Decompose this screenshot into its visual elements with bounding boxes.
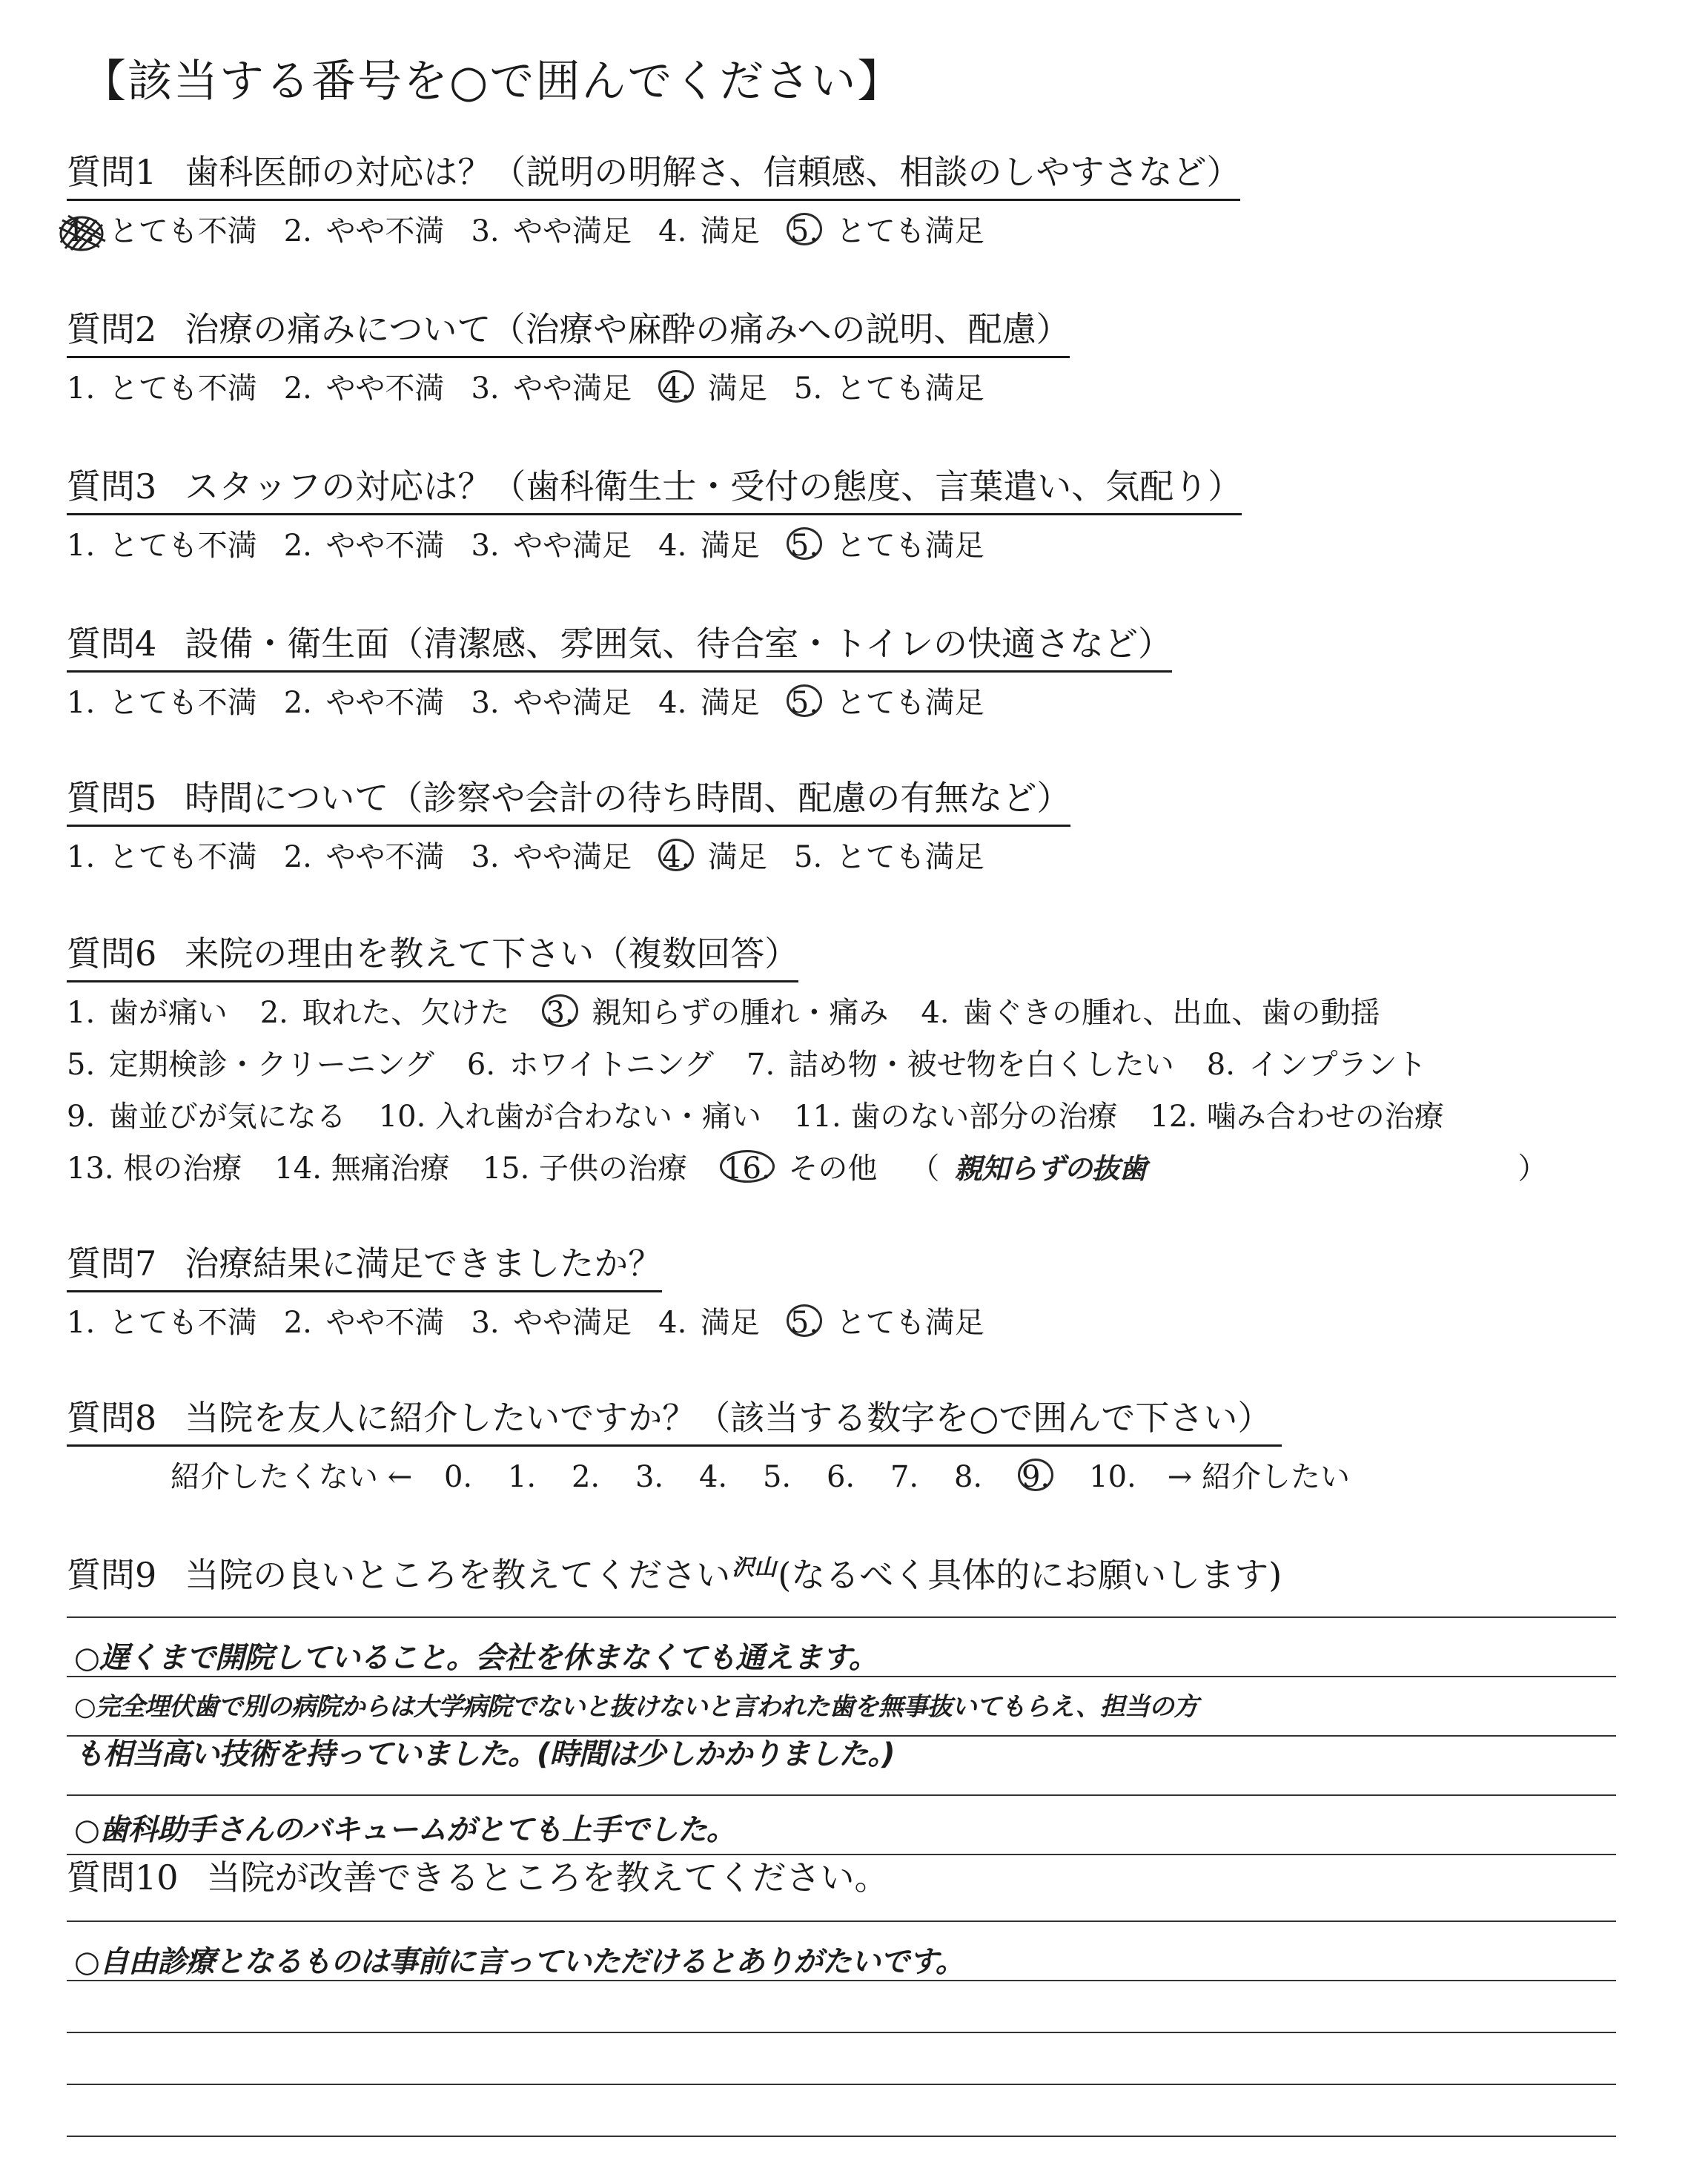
option-number: 4. xyxy=(658,529,687,563)
question-1 xyxy=(67,148,1653,254)
option-label: とても不満 xyxy=(108,686,257,720)
option-label: インプラント xyxy=(1248,1048,1427,1082)
answer-options xyxy=(67,680,1653,726)
answer-options xyxy=(67,523,1653,569)
answer-options xyxy=(67,1300,1653,1346)
options-row xyxy=(67,1091,1653,1143)
question-title xyxy=(67,774,1070,827)
ruled-line xyxy=(67,1616,1616,1618)
handwritten-answer: ○歯科助手さんのバキュームがとても上手でした。 xyxy=(74,1813,735,1847)
reason-option[interactable] xyxy=(483,1143,687,1195)
option-2[interactable] xyxy=(284,523,445,569)
option-number: 2. xyxy=(259,996,288,1030)
option-5[interactable] xyxy=(794,366,984,412)
recommend-scale xyxy=(67,1454,1653,1500)
page-title: 【該当する番号を○で囲んでください】 xyxy=(82,56,904,108)
option-label: とても不満 xyxy=(108,529,257,563)
reason-option[interactable] xyxy=(67,1039,434,1091)
scale-left-label: 紹介したくない ← xyxy=(171,1460,413,1494)
ruled-line xyxy=(67,2136,1616,2137)
option-label: 歯が痛い xyxy=(108,996,228,1030)
option-2[interactable] xyxy=(284,208,445,254)
option-5[interactable] xyxy=(787,1300,984,1346)
scale-right-label: → 紹介したい xyxy=(1167,1460,1350,1494)
options-row xyxy=(67,1039,1653,1091)
q9-answer-area xyxy=(67,1609,1616,1883)
question-number: 質問8 xyxy=(67,1398,157,1438)
scale-option-9[interactable] xyxy=(1018,1454,1058,1500)
option-label: やや不満 xyxy=(325,1306,445,1340)
option-label: やや満足 xyxy=(513,214,632,248)
question-2 xyxy=(67,305,1653,412)
option-label: とても満足 xyxy=(835,214,984,248)
ruled-line xyxy=(67,1920,1616,1922)
question-title xyxy=(67,1854,889,1904)
option-label: 無痛治療 xyxy=(331,1152,450,1186)
question-number: 質問4 xyxy=(67,624,157,664)
option-2[interactable] xyxy=(284,834,445,880)
option-label: ホワイトニング xyxy=(509,1048,715,1082)
reason-option[interactable] xyxy=(67,987,228,1039)
option-number: 1. xyxy=(67,1306,96,1340)
reason-options xyxy=(67,987,1653,1195)
option-label: その他 xyxy=(788,1152,878,1186)
option-1[interactable] xyxy=(67,523,257,569)
option-number: 4. xyxy=(658,686,687,720)
option-4[interactable] xyxy=(658,680,760,726)
ruled-line xyxy=(67,2084,1616,2085)
option-number: 5. xyxy=(787,213,822,245)
question-5 xyxy=(67,774,1653,880)
options-row xyxy=(67,1143,1653,1195)
question-3 xyxy=(67,463,1653,569)
option-number: 8. xyxy=(953,1460,983,1494)
option-number: 3. xyxy=(471,840,500,874)
question-number: 質問3 xyxy=(67,466,157,506)
handwritten-answer: ○自由診療となるものは事前に言っていただけるとありがたいです。 xyxy=(74,1945,964,1979)
option-label: とても満足 xyxy=(835,371,984,406)
scale-option-8[interactable] xyxy=(954,1454,987,1500)
option-3[interactable] xyxy=(471,523,632,569)
question-number: 質問1 xyxy=(67,152,157,192)
question-10 xyxy=(67,1854,1653,1904)
option-number: 1. xyxy=(67,686,96,720)
option-number: 3. xyxy=(471,371,500,406)
option-number: 9. xyxy=(67,1100,96,1134)
reason-option[interactable] xyxy=(467,1039,714,1091)
option-label: 歯ぐきの腫れ、出血、歯の動揺 xyxy=(963,996,1380,1030)
option-number: 1. xyxy=(67,371,96,406)
option-5[interactable] xyxy=(787,523,984,569)
question-title xyxy=(67,620,1172,673)
question-title xyxy=(67,1394,1282,1447)
scale-option-5[interactable] xyxy=(763,1454,795,1500)
option-label: やや満足 xyxy=(513,371,632,406)
option-3[interactable] xyxy=(471,834,632,880)
option-label: やや満足 xyxy=(513,529,632,563)
option-number: 2. xyxy=(283,840,312,874)
option-number: 4. xyxy=(658,1306,687,1340)
option-label: とても満足 xyxy=(835,840,984,874)
option-label: とても満足 xyxy=(835,529,984,563)
question-title xyxy=(67,463,1242,515)
option-2[interactable] xyxy=(284,366,445,412)
option-number: 2. xyxy=(283,214,312,248)
option-5[interactable] xyxy=(794,834,984,880)
question-title xyxy=(67,148,1240,201)
question-4 xyxy=(67,620,1653,726)
option-number: 3. xyxy=(471,214,500,248)
option-number: 2. xyxy=(283,529,312,563)
option-number: 5. xyxy=(787,684,822,717)
handwritten-answer: も相当高い技術を持っていました。(時間は少しかかりました。) xyxy=(74,1737,895,1771)
option-number: 0. xyxy=(443,1460,473,1494)
scale-option-0[interactable] xyxy=(444,1454,477,1500)
options-row xyxy=(67,987,1653,1039)
option-4[interactable] xyxy=(658,208,760,254)
option-number: 1. xyxy=(67,214,96,248)
question-9 xyxy=(67,1551,1653,1607)
option-number: 6. xyxy=(466,1048,496,1082)
question-text: 設備・衛生面（清潔感、雰囲気、待合室・トイレの快適さなど） xyxy=(185,624,1172,664)
question-text: 時間について（診察や会計の待ち時間、配慮の有無など） xyxy=(185,778,1071,818)
option-number: 7. xyxy=(747,1048,775,1082)
question-7 xyxy=(67,1240,1653,1346)
option-label: やや満足 xyxy=(513,840,632,874)
paren-open: （ xyxy=(910,1152,940,1186)
question-text: 当院を友人に紹介したいですか？（該当する数字を○で囲んで下さい） xyxy=(185,1398,1272,1438)
option-number: 1. xyxy=(67,840,96,874)
option-number: 4. xyxy=(658,214,687,248)
paren-close: ） xyxy=(1517,1152,1548,1186)
option-label: やや不満 xyxy=(325,529,445,563)
option-2[interactable] xyxy=(284,1300,445,1346)
option-label: とても満足 xyxy=(835,686,984,720)
option-number: 14. xyxy=(274,1152,322,1186)
option-number: 2. xyxy=(283,686,312,720)
option-5[interactable] xyxy=(787,208,984,254)
option-3[interactable] xyxy=(471,366,632,412)
option-number: 3. xyxy=(471,686,500,720)
ruled-line xyxy=(67,2032,1616,2033)
reason-option[interactable] xyxy=(542,987,888,1039)
option-label: 詰め物・被せ物を白くしたい xyxy=(788,1048,1174,1082)
option-5[interactable] xyxy=(787,680,984,726)
reason-option[interactable] xyxy=(794,1091,1117,1143)
question-number: 質問9 xyxy=(67,1555,157,1595)
question-number: 質問5 xyxy=(67,778,157,818)
reason-option[interactable] xyxy=(274,1143,449,1195)
other-answer-text: 親知らずの抜歯 xyxy=(954,1152,1147,1185)
scale-option-1[interactable] xyxy=(508,1454,540,1500)
option-number: 2. xyxy=(283,1306,312,1340)
option-4[interactable] xyxy=(658,1300,760,1346)
handwritten-answer: ○遅くまで開院していること。会社を休まなくても通えます。 xyxy=(74,1641,878,1675)
reason-option[interactable] xyxy=(1150,1091,1443,1143)
option-label: とても不満 xyxy=(108,371,257,406)
scale-option-4[interactable] xyxy=(699,1454,732,1500)
option-label: とても満足 xyxy=(835,1306,984,1340)
scale-option-6[interactable] xyxy=(827,1454,859,1500)
option-number: 8. xyxy=(1206,1048,1235,1082)
option-number: 11. xyxy=(794,1100,841,1134)
option-label: やや満足 xyxy=(513,1306,632,1340)
option-label: 歯のない部分の治療 xyxy=(850,1100,1118,1134)
option-number: 4. xyxy=(698,1460,728,1494)
question-text: 当院の良いところを教えてください xyxy=(185,1555,731,1595)
option-1[interactable] xyxy=(67,834,257,880)
answer-options xyxy=(67,834,1653,880)
option-label: やや不満 xyxy=(325,840,445,874)
reason-option[interactable] xyxy=(67,1091,346,1143)
option-label: 根の治療 xyxy=(123,1152,242,1186)
question-number: 質問7 xyxy=(67,1244,157,1284)
reason-option[interactable] xyxy=(260,987,510,1039)
option-number: 9. xyxy=(1018,1459,1053,1491)
option-label: 噛み合わせの治療 xyxy=(1206,1100,1444,1134)
option-label: 親知らずの腫れ・痛み xyxy=(592,996,889,1030)
option-1[interactable] xyxy=(67,366,257,412)
option-3[interactable] xyxy=(471,208,632,254)
option-label: やや不満 xyxy=(325,214,445,248)
option-number: 1. xyxy=(67,996,96,1030)
option-number: 4. xyxy=(921,996,950,1030)
option-label: 取れた、欠けた xyxy=(302,996,510,1030)
question-title xyxy=(67,1551,1282,1607)
option-3[interactable] xyxy=(471,680,632,726)
option-number: 10. xyxy=(378,1100,426,1134)
reason-option-other[interactable] xyxy=(720,1143,877,1195)
question-text: 歯科医師の対応は？（説明の明解さ、信頼感、相談のしやすさなど） xyxy=(185,152,1241,192)
answer-options xyxy=(67,366,1653,412)
option-number: 12. xyxy=(1150,1100,1198,1134)
option-number: 3. xyxy=(635,1460,664,1494)
reason-option[interactable] xyxy=(1207,1039,1427,1091)
option-label: とても不満 xyxy=(108,840,257,874)
option-label: 満足 xyxy=(700,214,760,248)
scale-option-7[interactable] xyxy=(890,1454,923,1500)
option-4[interactable] xyxy=(658,834,767,880)
option-label: やや満足 xyxy=(513,686,632,720)
question-title xyxy=(67,1240,662,1292)
option-number: 7. xyxy=(890,1460,919,1494)
option-number: 5. xyxy=(67,1048,96,1082)
scale-option-2[interactable] xyxy=(572,1454,604,1500)
reason-option[interactable] xyxy=(67,1143,242,1195)
question-title xyxy=(67,930,798,982)
question-text: 治療の痛みについて（治療や麻酔の痛みへの説明、配慮） xyxy=(185,309,1070,349)
option-4[interactable] xyxy=(658,366,767,412)
option-label: 満足 xyxy=(708,371,768,406)
option-label: 満足 xyxy=(700,686,760,720)
answer-options xyxy=(67,208,1653,254)
handwritten-answer: ○完全埋伏歯で別の病院からは大学病院でないと抜けないと言われた歯を無事抜いてもらえ、担当の方 xyxy=(74,1692,1198,1722)
option-label: 子供の治療 xyxy=(539,1152,688,1186)
question-title xyxy=(67,305,1070,358)
option-number: 1. xyxy=(67,529,96,563)
option-label: 歯並びが気になる xyxy=(108,1100,346,1134)
option-label: とても不満 xyxy=(108,1306,257,1340)
option-number: 5. xyxy=(794,840,823,874)
handwritten-note: 沢山 xyxy=(732,1555,777,1581)
scribble-mark xyxy=(56,213,108,253)
option-number: 6. xyxy=(826,1460,855,1494)
option-label: やや不満 xyxy=(325,371,445,406)
question-number: 質問2 xyxy=(67,309,157,349)
option-number: 5. xyxy=(787,527,822,560)
ruled-line xyxy=(67,1794,1616,1796)
question-text: 当院が改善できるところを教えてください。 xyxy=(206,1857,889,1898)
scale-option-3[interactable] xyxy=(635,1454,668,1500)
option-label: 定期検診・クリーニング xyxy=(108,1048,434,1082)
question-6 xyxy=(67,930,1653,1195)
question-number: 質問10 xyxy=(67,1857,179,1898)
option-label: やや不満 xyxy=(325,686,445,720)
option-number: 10. xyxy=(1089,1460,1136,1494)
reason-option[interactable] xyxy=(379,1091,761,1143)
reason-option[interactable] xyxy=(747,1039,1174,1091)
option-number: 3. xyxy=(542,994,577,1027)
q10-answer-area xyxy=(67,1913,1616,2150)
option-number: 4. xyxy=(658,370,694,403)
option-4[interactable] xyxy=(658,523,760,569)
option-label: とても不満 xyxy=(108,214,257,248)
option-number: 13. xyxy=(67,1152,114,1186)
option-number: 1. xyxy=(507,1460,537,1494)
question-text-suffix: (なるべく具体的にお願いします) xyxy=(778,1555,1282,1595)
option-3[interactable] xyxy=(471,1300,632,1346)
option-label: 満足 xyxy=(700,529,760,563)
option-label: 満足 xyxy=(700,1306,760,1340)
option-1[interactable] xyxy=(67,1300,257,1346)
question-text: 来院の理由を教えて下さい（複数回答） xyxy=(185,934,799,974)
option-number: 16. xyxy=(720,1150,775,1183)
option-number: 5. xyxy=(787,1304,822,1337)
option-label: 入れ歯が合わない・痛い xyxy=(435,1100,762,1134)
option-number: 15. xyxy=(482,1152,530,1186)
option-number: 3. xyxy=(471,1306,500,1340)
option-2[interactable] xyxy=(284,680,445,726)
option-number: 5. xyxy=(794,371,823,406)
option-number: 2. xyxy=(571,1460,600,1494)
question-text: スタッフの対応は？（歯科衛生士・受付の態度、言葉遣い、気配り） xyxy=(185,466,1242,506)
question-8 xyxy=(67,1394,1653,1500)
question-number: 質問6 xyxy=(67,934,157,974)
option-number: 4. xyxy=(658,839,694,871)
question-text: 治療結果に満足できましたか？ xyxy=(185,1244,663,1284)
scale-option-10[interactable] xyxy=(1089,1454,1136,1500)
option-label: 満足 xyxy=(708,840,768,874)
option-number: 2. xyxy=(283,371,312,406)
option-1[interactable] xyxy=(67,680,257,726)
reason-option[interactable] xyxy=(921,987,1380,1039)
option-number: 3. xyxy=(471,529,500,563)
option-1[interactable] xyxy=(67,208,257,254)
option-number: 5. xyxy=(762,1460,792,1494)
